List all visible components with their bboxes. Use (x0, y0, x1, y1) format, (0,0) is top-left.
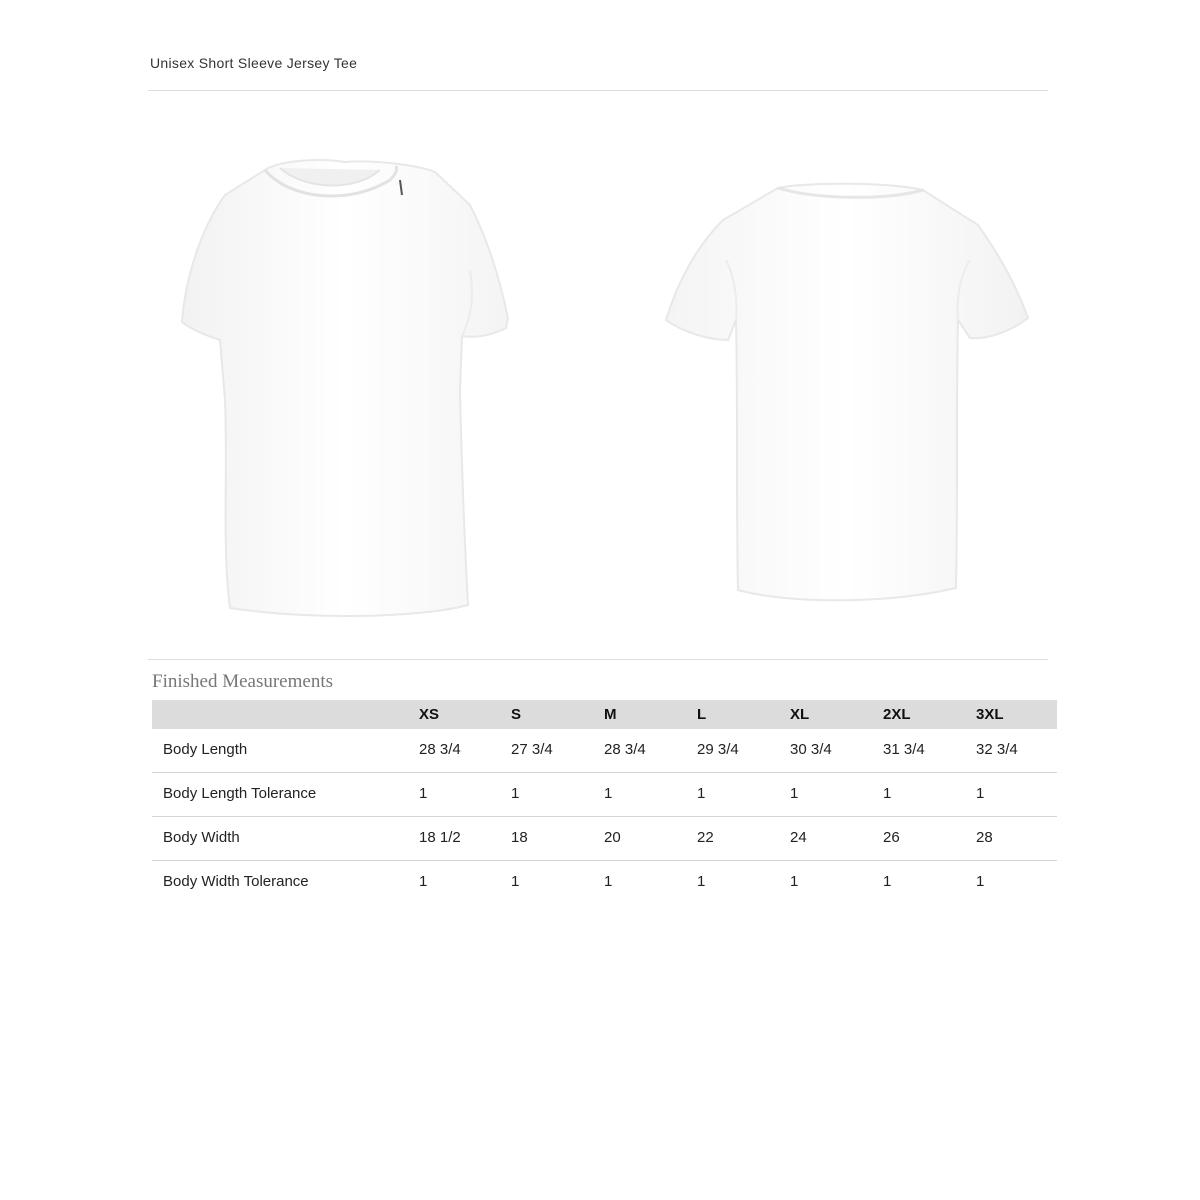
table-cell: 1 (976, 785, 985, 802)
table-cell: 22 (697, 829, 714, 846)
top-divider (148, 90, 1048, 91)
table-cell: 28 3/4 (419, 741, 461, 758)
table-row-body-width (152, 817, 1057, 861)
table-cell: 1 (511, 873, 520, 890)
measurements-title: Finished Measurements (152, 671, 334, 692)
table-row-body-width-tolerance (152, 861, 1057, 904)
table-cell: 28 3/4 (604, 741, 646, 758)
table-cell: 31 3/4 (883, 741, 925, 758)
table-cell: 1 (604, 873, 613, 890)
row-label: Body Length (163, 741, 248, 758)
tshirt-front-image (170, 150, 520, 620)
row-label: Body Width (163, 829, 240, 846)
measurements-table (152, 700, 1057, 904)
table-cell: 29 3/4 (697, 741, 739, 758)
table-cell: 1 (511, 785, 520, 802)
table-cell: 27 3/4 (511, 741, 553, 758)
row-label: Body Width Tolerance (163, 873, 309, 890)
table-cell: 1 (883, 785, 892, 802)
table-cell: 1 (883, 873, 892, 890)
size-header-3xl: 3XL (976, 706, 1004, 723)
table-cell: 1 (604, 785, 613, 802)
table-cell: 1 (419, 785, 428, 802)
table-cell: 1 (976, 873, 985, 890)
product-title: Unisex Short Sleeve Jersey Tee (150, 55, 358, 71)
size-header-xl: XL (790, 706, 810, 723)
table-cell: 18 (511, 829, 528, 846)
size-header-2xl: 2XL (883, 706, 911, 723)
table-cell: 18 1/2 (419, 829, 461, 846)
table-cell: 24 (790, 829, 807, 846)
table-cell: 1 (697, 873, 706, 890)
table-cell: 26 (883, 829, 900, 846)
size-header-l: L (697, 706, 707, 723)
size-header-s: S (511, 706, 522, 723)
table-row-body-length-tolerance (152, 773, 1057, 817)
mid-divider (148, 659, 1048, 660)
size-header-m: M (604, 706, 617, 723)
table-cell: 32 3/4 (976, 741, 1018, 758)
table-row-body-length (152, 729, 1057, 773)
table-header-row (152, 700, 1057, 729)
tshirt-back-image (658, 180, 1038, 610)
size-header-xs: XS (419, 706, 440, 723)
row-label: Body Length Tolerance (163, 785, 317, 802)
table-cell: 30 3/4 (790, 741, 832, 758)
table-cell: 1 (697, 785, 706, 802)
table-cell: 1 (790, 873, 799, 890)
table-cell: 20 (604, 829, 621, 846)
table-cell: 1 (419, 873, 428, 890)
table-cell: 1 (790, 785, 799, 802)
table-cell: 28 (976, 829, 993, 846)
